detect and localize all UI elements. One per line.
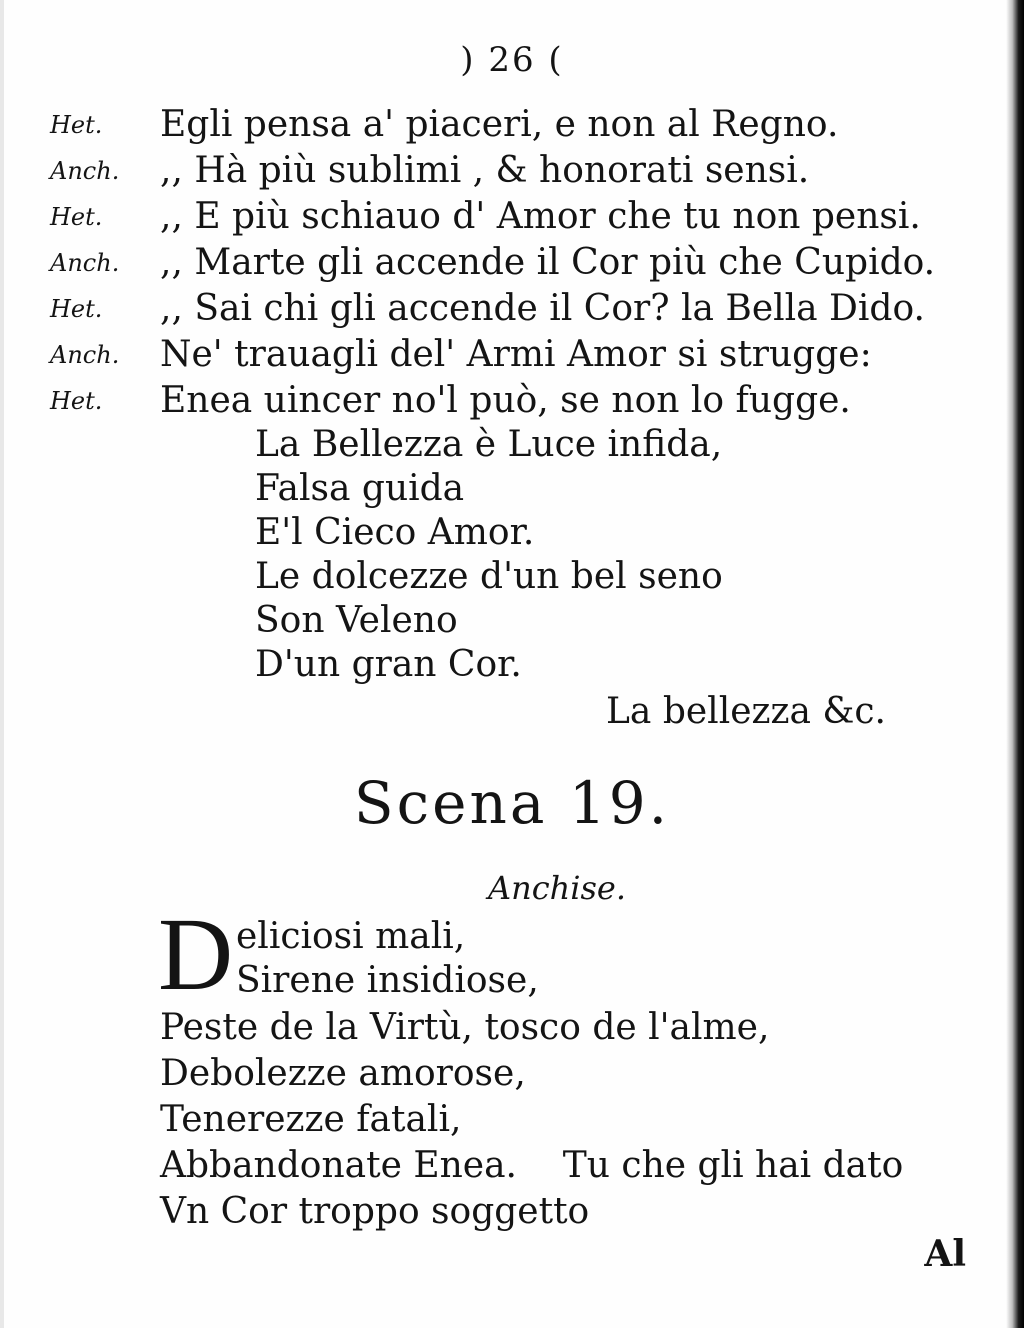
speaker-label: Het. <box>50 111 103 139</box>
dialogue-line: ,, Hà più sublimi , & honorati sensi. <box>160 150 810 191</box>
aria-line: Le dolcezze d'un bel seno <box>255 556 723 597</box>
dialogue-line: Egli pensa a' piaceri, e non al Regno. <box>160 104 839 145</box>
speaker-label: Anch. <box>50 249 120 277</box>
speech-line: Sirene insidiose, <box>236 960 539 1001</box>
aria-line: Son Veleno <box>255 600 458 641</box>
scan-edge-right <box>1006 0 1024 1328</box>
dialogue-line: Enea uincer no'l può, se non lo fugge. <box>160 380 851 421</box>
refrain-line: La bellezza &c. <box>606 691 886 732</box>
speech-line: eliciosi mali, <box>236 916 466 957</box>
dialogue-line: Ne' trauagli del' Armi Amor si strugge: <box>160 334 872 375</box>
page-number: ) 26 ( <box>460 40 564 80</box>
aria-line: E'l Cieco Amor. <box>255 512 535 553</box>
drop-cap: D <box>158 897 234 1012</box>
speech-line: Vn Cor troppo soggetto <box>160 1191 590 1232</box>
speech-line: Peste de la Virtù, tosco de l'alme, <box>160 1007 770 1048</box>
catchword: Al <box>924 1233 966 1275</box>
speaker-label: Het. <box>50 295 103 323</box>
scan-edge-left <box>0 0 4 1328</box>
speech-line: Abbandonate Enea. Tu che gli hai dato <box>160 1145 904 1186</box>
dialogue-line: ,, Marte gli accende il Cor più che Cupido. <box>160 242 936 283</box>
aria-line: Falsa guida <box>255 468 465 509</box>
scene-title: Scena 19. <box>353 769 671 837</box>
dialogue-line: ,, E più schiauo d' Amor che tu non pensi. <box>160 196 921 237</box>
speaker-label: Het. <box>50 387 103 415</box>
speaker-label: Het. <box>50 203 103 231</box>
aria-line: D'un gran Cor. <box>255 644 522 685</box>
dialogue-line: ,, Sai chi gli accende il Cor? la Bella Dido. <box>160 288 925 329</box>
speech-line: Tenerezze fatali, <box>160 1099 462 1140</box>
speech-line: Debolezze amorose, <box>160 1053 526 1094</box>
speaker-label: Anch. <box>50 341 120 369</box>
aria-line: La Bellezza è Luce infida, <box>255 424 723 465</box>
character-name: Anchise. <box>487 869 626 907</box>
speaker-label: Anch. <box>50 157 120 185</box>
